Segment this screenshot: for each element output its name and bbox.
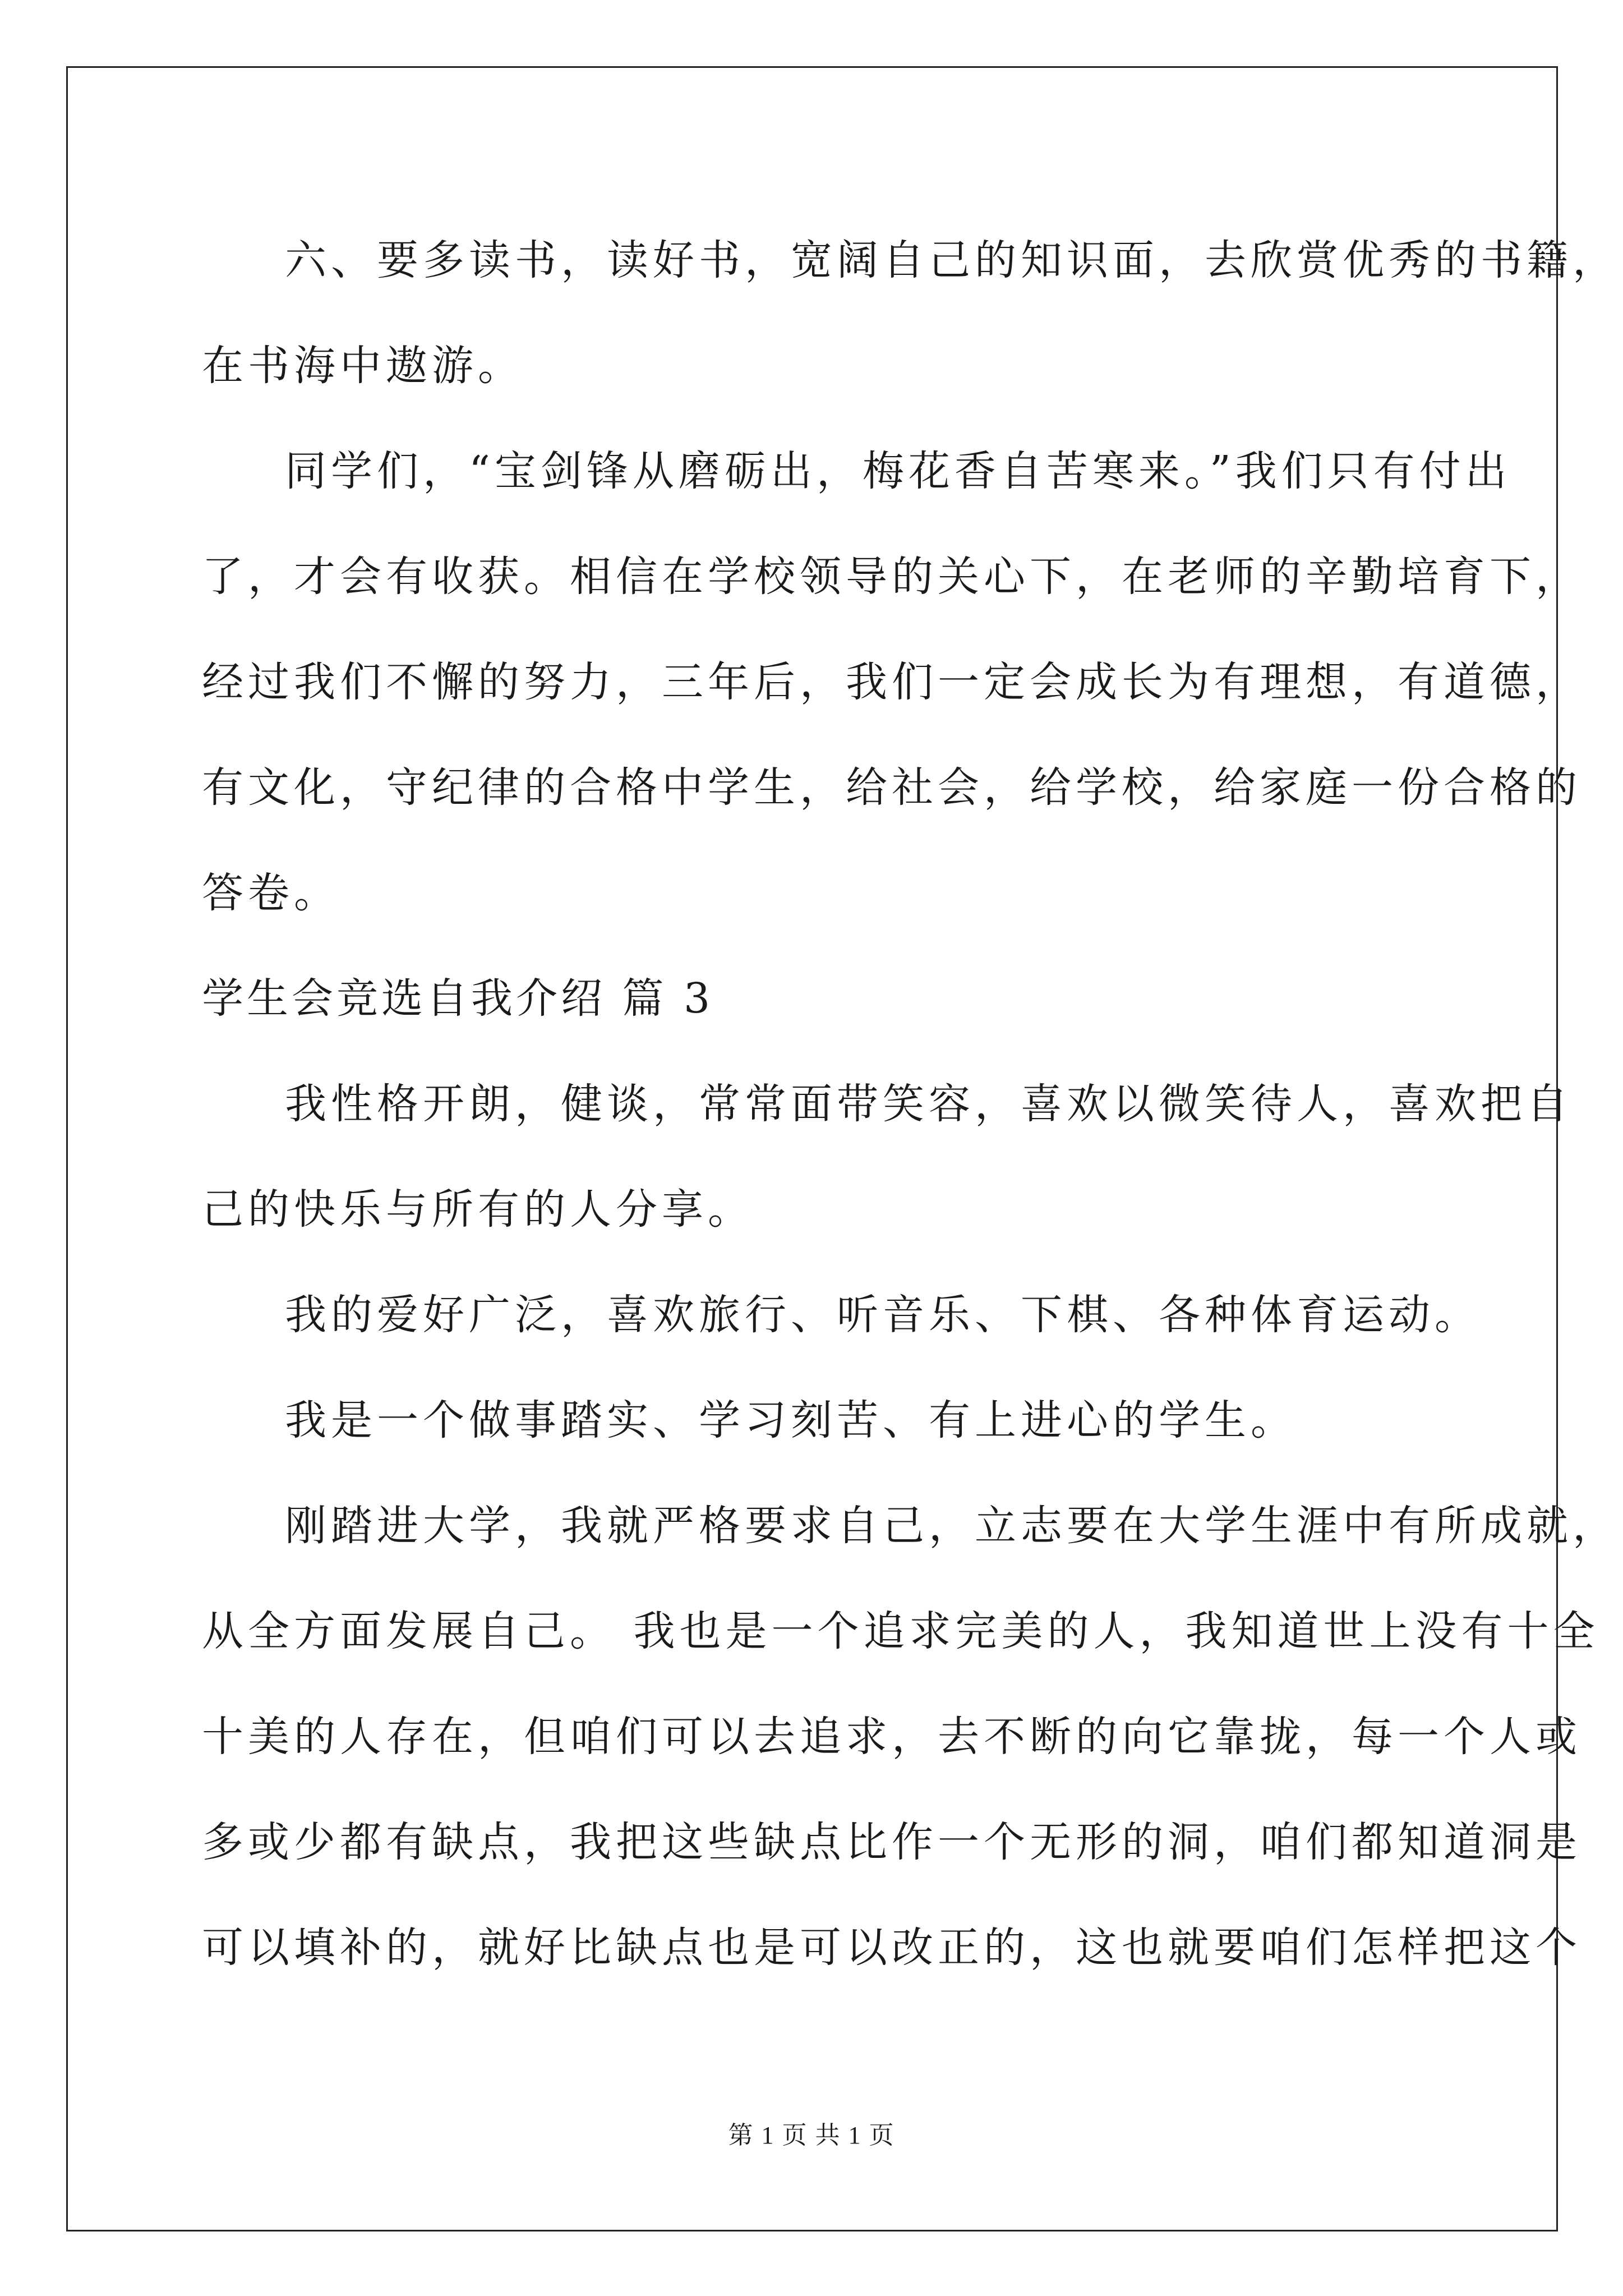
- paragraph-line: 十美的人存在，但咱们可以去追求，去不断的向它靠拢，每一个人或: [202, 1713, 1581, 1761]
- paragraph-line: 有文化，守纪律的合格中学生，给社会，给学校，给家庭一份合格的: [202, 763, 1581, 812]
- paragraph-character: [202, 1368, 1436, 1473]
- paragraph-hobbies: [202, 1262, 1481, 1368]
- section-heading: 学生会竞选自我介绍 篇 3: [202, 974, 714, 1023]
- paragraph-line: 在书海中遨游。: [202, 342, 524, 390]
- paragraph-line: 刚踏进大学，我就严格要求自己，立志要在大学生涯中有所成就，: [285, 1502, 1619, 1550]
- paragraph-line: 了，才会有收获。相信在学校领导的关心下，在老师的辛勤培育下，: [202, 553, 1581, 601]
- paragraph-line: 己的快乐与所有的人分享。: [202, 1185, 754, 1234]
- paragraph-line: 我的爱好广泛，喜欢旅行、听音乐、下棋、各种体育运动。: [285, 1291, 1481, 1339]
- paragraph-line: 经过我们不懈的努力，三年后，我们一定会成长为有理想，有道德，: [202, 658, 1581, 706]
- paragraph-line: 我是一个做事踏实、学习刻苦、有上进心的学生。: [285, 1396, 1297, 1444]
- page-footer: 第 1 页 共 1 页: [728, 2122, 895, 2149]
- paragraph-line: 答卷。: [202, 869, 340, 917]
- paragraph-personality: [202, 1051, 1573, 1262]
- document-body: [202, 208, 1619, 2000]
- paragraph-line: 从全方面发展自己。 我也是一个追求完美的人，我知道世上没有十全: [202, 1607, 1599, 1655]
- paragraph-line: 多或少都有缺点，我把这些缺点比作一个无形的洞，咱们都知道洞是: [202, 1818, 1581, 1866]
- paragraph-line: 同学们，“宝剑锋从磨砺出，梅花香自苦寒来。”我们只有付出: [285, 447, 1511, 495]
- paragraph-university: [202, 1473, 1619, 2000]
- paragraph-line: 六、要多读书，读好书，宽阔自己的知识面，去欣赏优秀的书籍，: [285, 236, 1619, 284]
- paragraph-reading: [202, 208, 1619, 418]
- paragraph-line: 可以填补的，就好比缺点也是可以改正的，这也就要咱们怎样把这个: [202, 1924, 1581, 1972]
- paragraph-closing: [202, 418, 1581, 946]
- paragraph-line: 我性格开朗，健谈，常常面带笑容，喜欢以微笑待人，喜欢把自: [285, 1080, 1573, 1128]
